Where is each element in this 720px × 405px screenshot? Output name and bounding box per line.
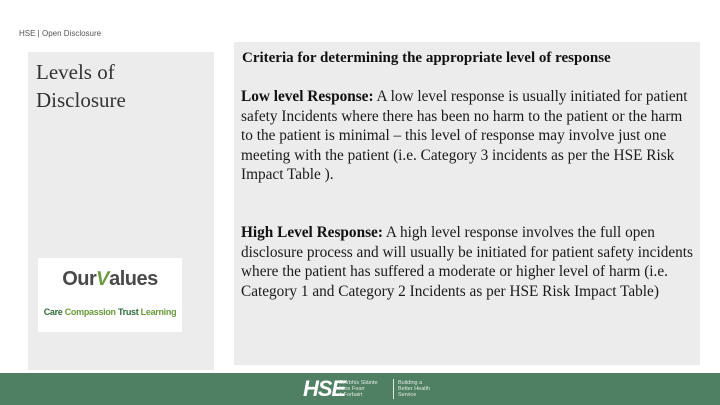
- footer-english-line: Building a: [398, 380, 423, 386]
- low-level-paragraph: [241, 87, 696, 185]
- value-learning: Learning: [140, 307, 177, 317]
- low-level-label: Low level Response:: [241, 88, 374, 105]
- left-panel: [28, 52, 214, 370]
- logo-wordmark: [38, 268, 182, 291]
- low-level-text: A low level response is usually initiated for patient safety Incidents where there has been no harm to the patient or the harm to the patient is minimal – this level of response may involve just one meeting with the patient (i.e. Category 3 incidents as per the HSE Risk Impact Table ).: [241, 88, 688, 183]
- logo-word-our: Our: [62, 268, 97, 290]
- header-breadcrumb: HSE | Open Disclosure: [19, 29, 102, 38]
- footer-bar: [0, 373, 720, 405]
- footer-irish-line: Níos Fearr: [339, 386, 365, 392]
- slide-title: Levels of Disclosure: [36, 60, 126, 112]
- value-trust: Trust: [117, 307, 139, 317]
- right-panel: [234, 42, 700, 365]
- value-care: Care: [43, 307, 63, 317]
- value-compassion: Compassion: [64, 307, 116, 317]
- footer-english-line: Service: [398, 392, 417, 398]
- footer-english-text: [398, 380, 430, 398]
- footer-english-line: Better Health: [398, 386, 431, 392]
- footer-irish-line: Seirbhís Sláinte: [339, 380, 378, 386]
- logo-word-v: V: [94, 268, 112, 290]
- high-level-label: High Level Response:: [241, 224, 383, 241]
- footer-irish-line: á Forbairt: [339, 392, 363, 398]
- footer-divider: [393, 379, 394, 399]
- criteria-heading: Criteria for determining the appropriate level of response: [242, 50, 611, 66]
- high-level-text: A high level response involves the full open disclosure process and will usually be initiated for patient safety incidents where the patient has suffered a moderate or higher level of harm (i.e. Category 1 and Category 2 Incidents as per HSE Risk Impact Table): [241, 224, 693, 300]
- our-values-logo: [38, 258, 182, 332]
- footer-irish-text: [339, 380, 378, 398]
- high-level-paragraph: [241, 223, 696, 301]
- logo-values-list: [38, 307, 182, 317]
- logo-word-alues: alues: [109, 268, 158, 290]
- hse-logo: HSE: [303, 376, 346, 401]
